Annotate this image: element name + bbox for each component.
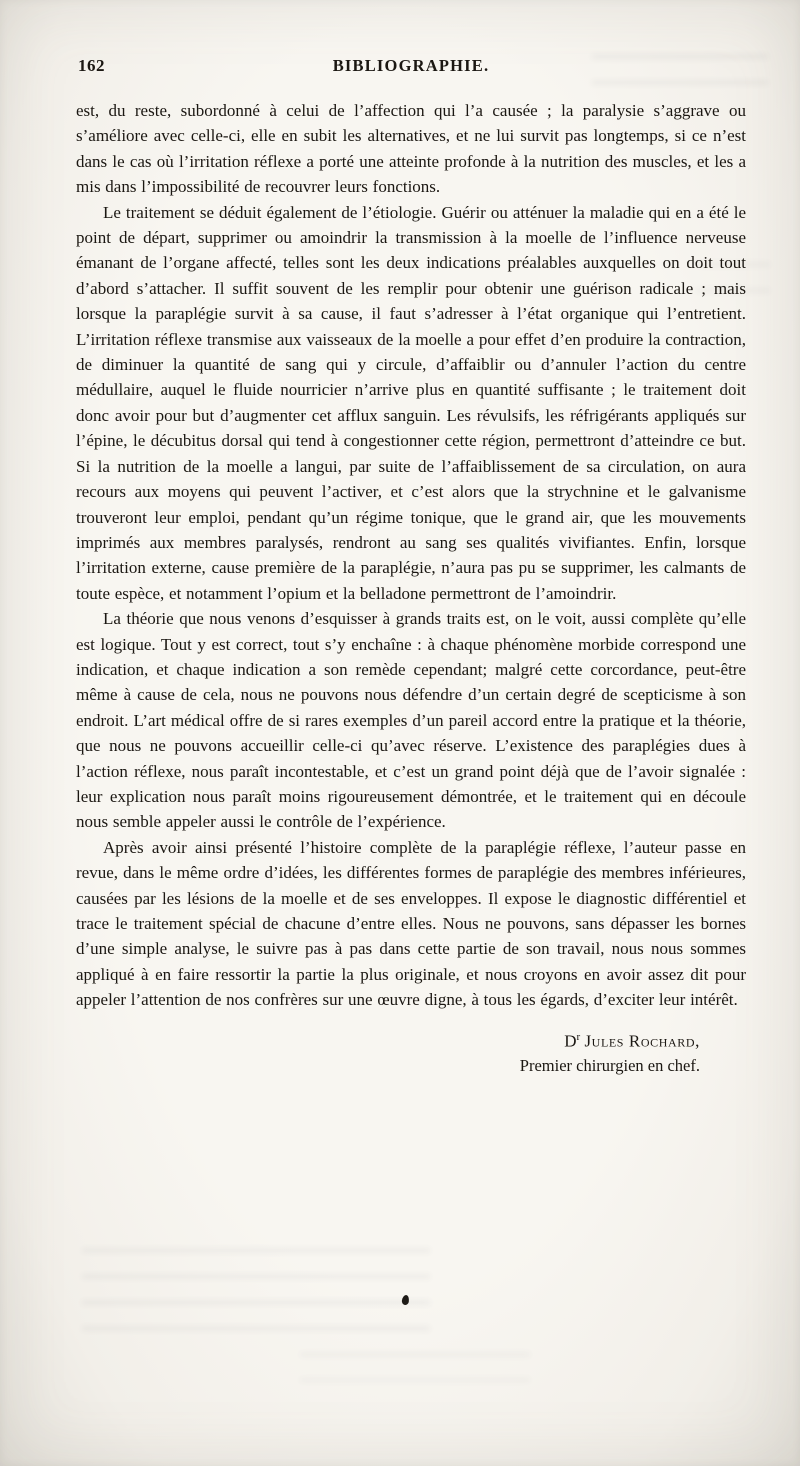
signature-block: [76, 1025, 746, 1079]
show-through-text: [82, 1248, 430, 1352]
signature-superscript: r: [576, 1030, 581, 1043]
paragraph: La théorie que nous venons d’esquisser à grands traits est, on le voit, aussi complète qu’elle est logique. Tout y est correct, tout s’y enchaîne : à chaque phénomène morbide correspond une indication, et chaque indication a son remède cependant; malgré cette corcordance, peut-être même à cause de cela, nous ne pouvons nous défendre d’un certain degré de scepticisme à son endroit. L’art médical offre de si rares exemples d’un pareil accord entre la pratique et la théorie, que nous ne pouvons accueillir celle-ci qu’avec réserve. L’existence des paraplégies dues à l’action réflexe, nous paraît incontestable, et c’est un grand point déjà que de l’avoir signalée : leur explication nous paraît moins rigoureusement démontrée, et le traitement qui en découle nous semble appeler aussi le contrôle de l’expérience.: [76, 609, 746, 832]
paragraph: Après avoir ainsi présenté l’histoire complète de la paraplégie réflexe, l’auteur passe en revue, dans le même ordre d’idées, les différentes formes de paraplégie des membres inférieures, causées par les lésions de la moelle et de ses enveloppes. Il expose le diagnostic différentiel et trace le traitement spécial de chacune d’entre elles. Nous ne pouvons, sans dépasser les bornes d’une simple analyse, le suivre pas à pas dans cette partie de son travail, nous nous sommes appliqué à en faire ressortir la partie la plus originale, et nous croyons en avoir assez dit pour appeler l’attention de nos confrères sur une œuvre digne, à tous les égards, d’exciter leur intérêt.: [76, 837, 746, 1010]
page-number: 162: [78, 56, 105, 75]
signature-initial: D: [564, 1031, 577, 1051]
show-through-text: [300, 1352, 530, 1382]
page-header: [76, 56, 746, 78]
signature-name: Jules Rochard,: [584, 1031, 700, 1051]
running-title: BIBLIOGRAPHIE.: [332, 56, 490, 75]
paragraph: est, du reste, subordonné à celui de l’affection qui l’a causée ; la paralysie s’aggrave ou s’améliore avec celle-ci, elle en subit les alternatives, et ne lui survit pas longtemps, si ce n’est dans le cas où l’irritation réflexe a porté une atteinte profonde à la nutrition des muscles, et les a mis dans l’impossibilité de recouvrer leurs fonctions.: [76, 101, 746, 197]
page-content: [76, 56, 746, 1078]
signature-name-line: [76, 1025, 700, 1054]
ink-mark: [401, 1295, 409, 1306]
paragraph: Le traitement se déduit également de l’étiologie. Guérir ou atténuer la maladie qui en a été le point de départ, supprimer ou amoindrir la transmission à la moelle de l’influence nerveuse émanant de l’organe affecté, telles sont les deux indications préalables auxquelles on doit tout d’abord s’attacher. Il suffit souvent de les remplir pour obtenir une guérison radicale ; mais lorsque la paraplégie survit à sa cause, il faut s’adresser à l’état organique qui l’entretient. L’irritation réflexe transmise aux vaisseaux de la moelle a pour effet d’en produire la contraction, de diminuer la quantité de sang qui y circule, d’affaiblir ou d’annuler l’action du centre médullaire, auquel le fluide nourricier n’arrive plus en quantité suffisante ; le traitement doit donc avoir pour but d’augmenter cet afflux sanguin. Les révulsifs, les réfrigérants appliqués sur l’épine, le décubitus dorsal qui tend à congestionner cette région, permettront d’atteindre ce but. Si la nutrition de la moelle a langui, par suite de l’affaiblissement de sa circulation, on aura recours aux moyens qui peuvent l’activer, et c’est alors que la strychnine et le galvanisme trouveront leur emploi, pendant qu’un régime tonique, que le grand air, que les mouvements imprimés aux membres paralysés, rendront au sang ses qualités vivifiantes. Enfin, lorsque l’irritation externe, cause première de la paraplégie, n’aura pas pu se supprimer, les calmants de toute espèce, et notamment l’opium et la belladone permettront de l’amoindrir.: [76, 202, 746, 603]
signature-title: Premier chirurgien en chef.: [519, 1056, 700, 1076]
